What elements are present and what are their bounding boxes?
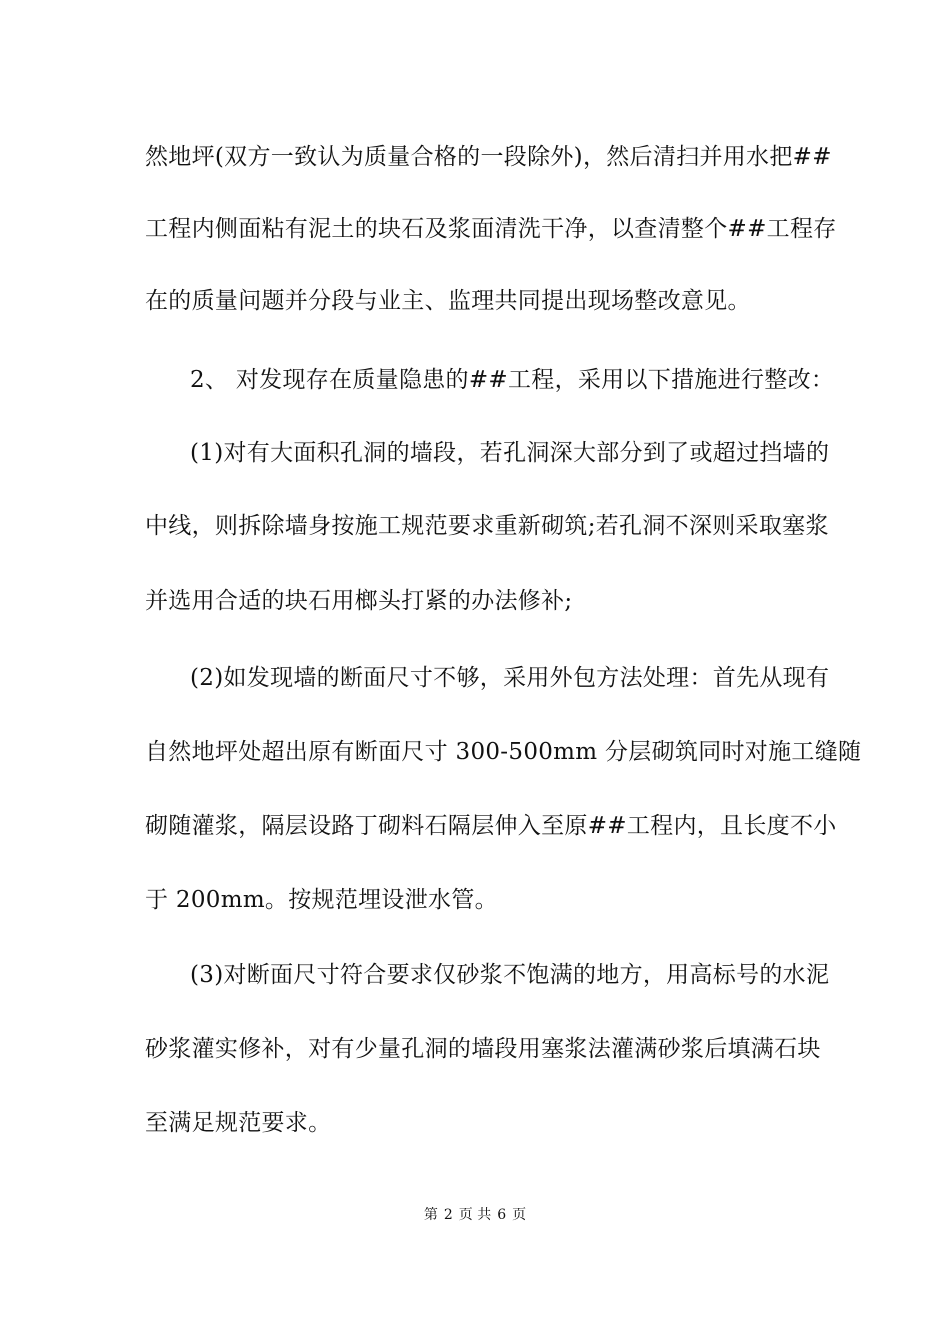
text-line-6: 中线，则拆除墙身按施工规范要求重新砌筑;若孔洞不深则采取塞浆 <box>145 513 829 539</box>
footer-middle: 页 共 <box>458 1207 492 1223</box>
text-line-3: 在的质量问题并分段与业主、监理共同提出现场整改意见。 <box>145 288 751 314</box>
text-line-1: 然地坪(双方一致认为质量合格的一段除外)，然后清扫并用水把## <box>145 144 832 170</box>
page-footer <box>0 1205 950 1225</box>
footer-suffix: 页 <box>512 1207 527 1223</box>
text-line-2: 工程内侧面粘有泥土的块石及浆面清洗干净，以查清整个##工程存 <box>145 216 837 242</box>
text-line-12: (3)对断面尺寸符合要求仅砂浆不饱满的地方，用高标号的水泥 <box>190 962 830 988</box>
text-line-9: 自然地坪处超出原有断面尺寸 300-500mm 分层砌筑同时对施工缝随 <box>145 739 862 765</box>
text-line-8: (2)如发现墙的断面尺寸不够，采用外包方法处理：首先从现有 <box>190 665 830 691</box>
footer-total-pages: 6 <box>497 1207 507 1223</box>
text-line-11: 于 200mm。按规范埋设泄水管。 <box>145 887 498 913</box>
footer-prefix: 第 <box>423 1207 438 1223</box>
text-line-5: (1)对有大面积孔洞的墙段，若孔洞深大部分到了或超过挡墙的 <box>190 440 830 466</box>
text-line-13: 砂浆灌实修补，对有少量孔洞的墙段用塞浆法灌满砂浆后填满石块 <box>145 1036 821 1062</box>
text-line-14: 至满足规范要求。 <box>145 1110 332 1136</box>
footer-page-number: 2 <box>443 1207 453 1223</box>
text-line-7: 并选用合适的块石用榔头打紧的办法修补; <box>145 588 573 614</box>
text-line-10: 砌随灌浆，隔层设路丁砌料石隔层伸入至原##工程内，且长度不小 <box>145 813 837 839</box>
text-line-4: 2、 对发现存在质量隐患的##工程，采用以下措施进行整改： <box>190 367 835 393</box>
